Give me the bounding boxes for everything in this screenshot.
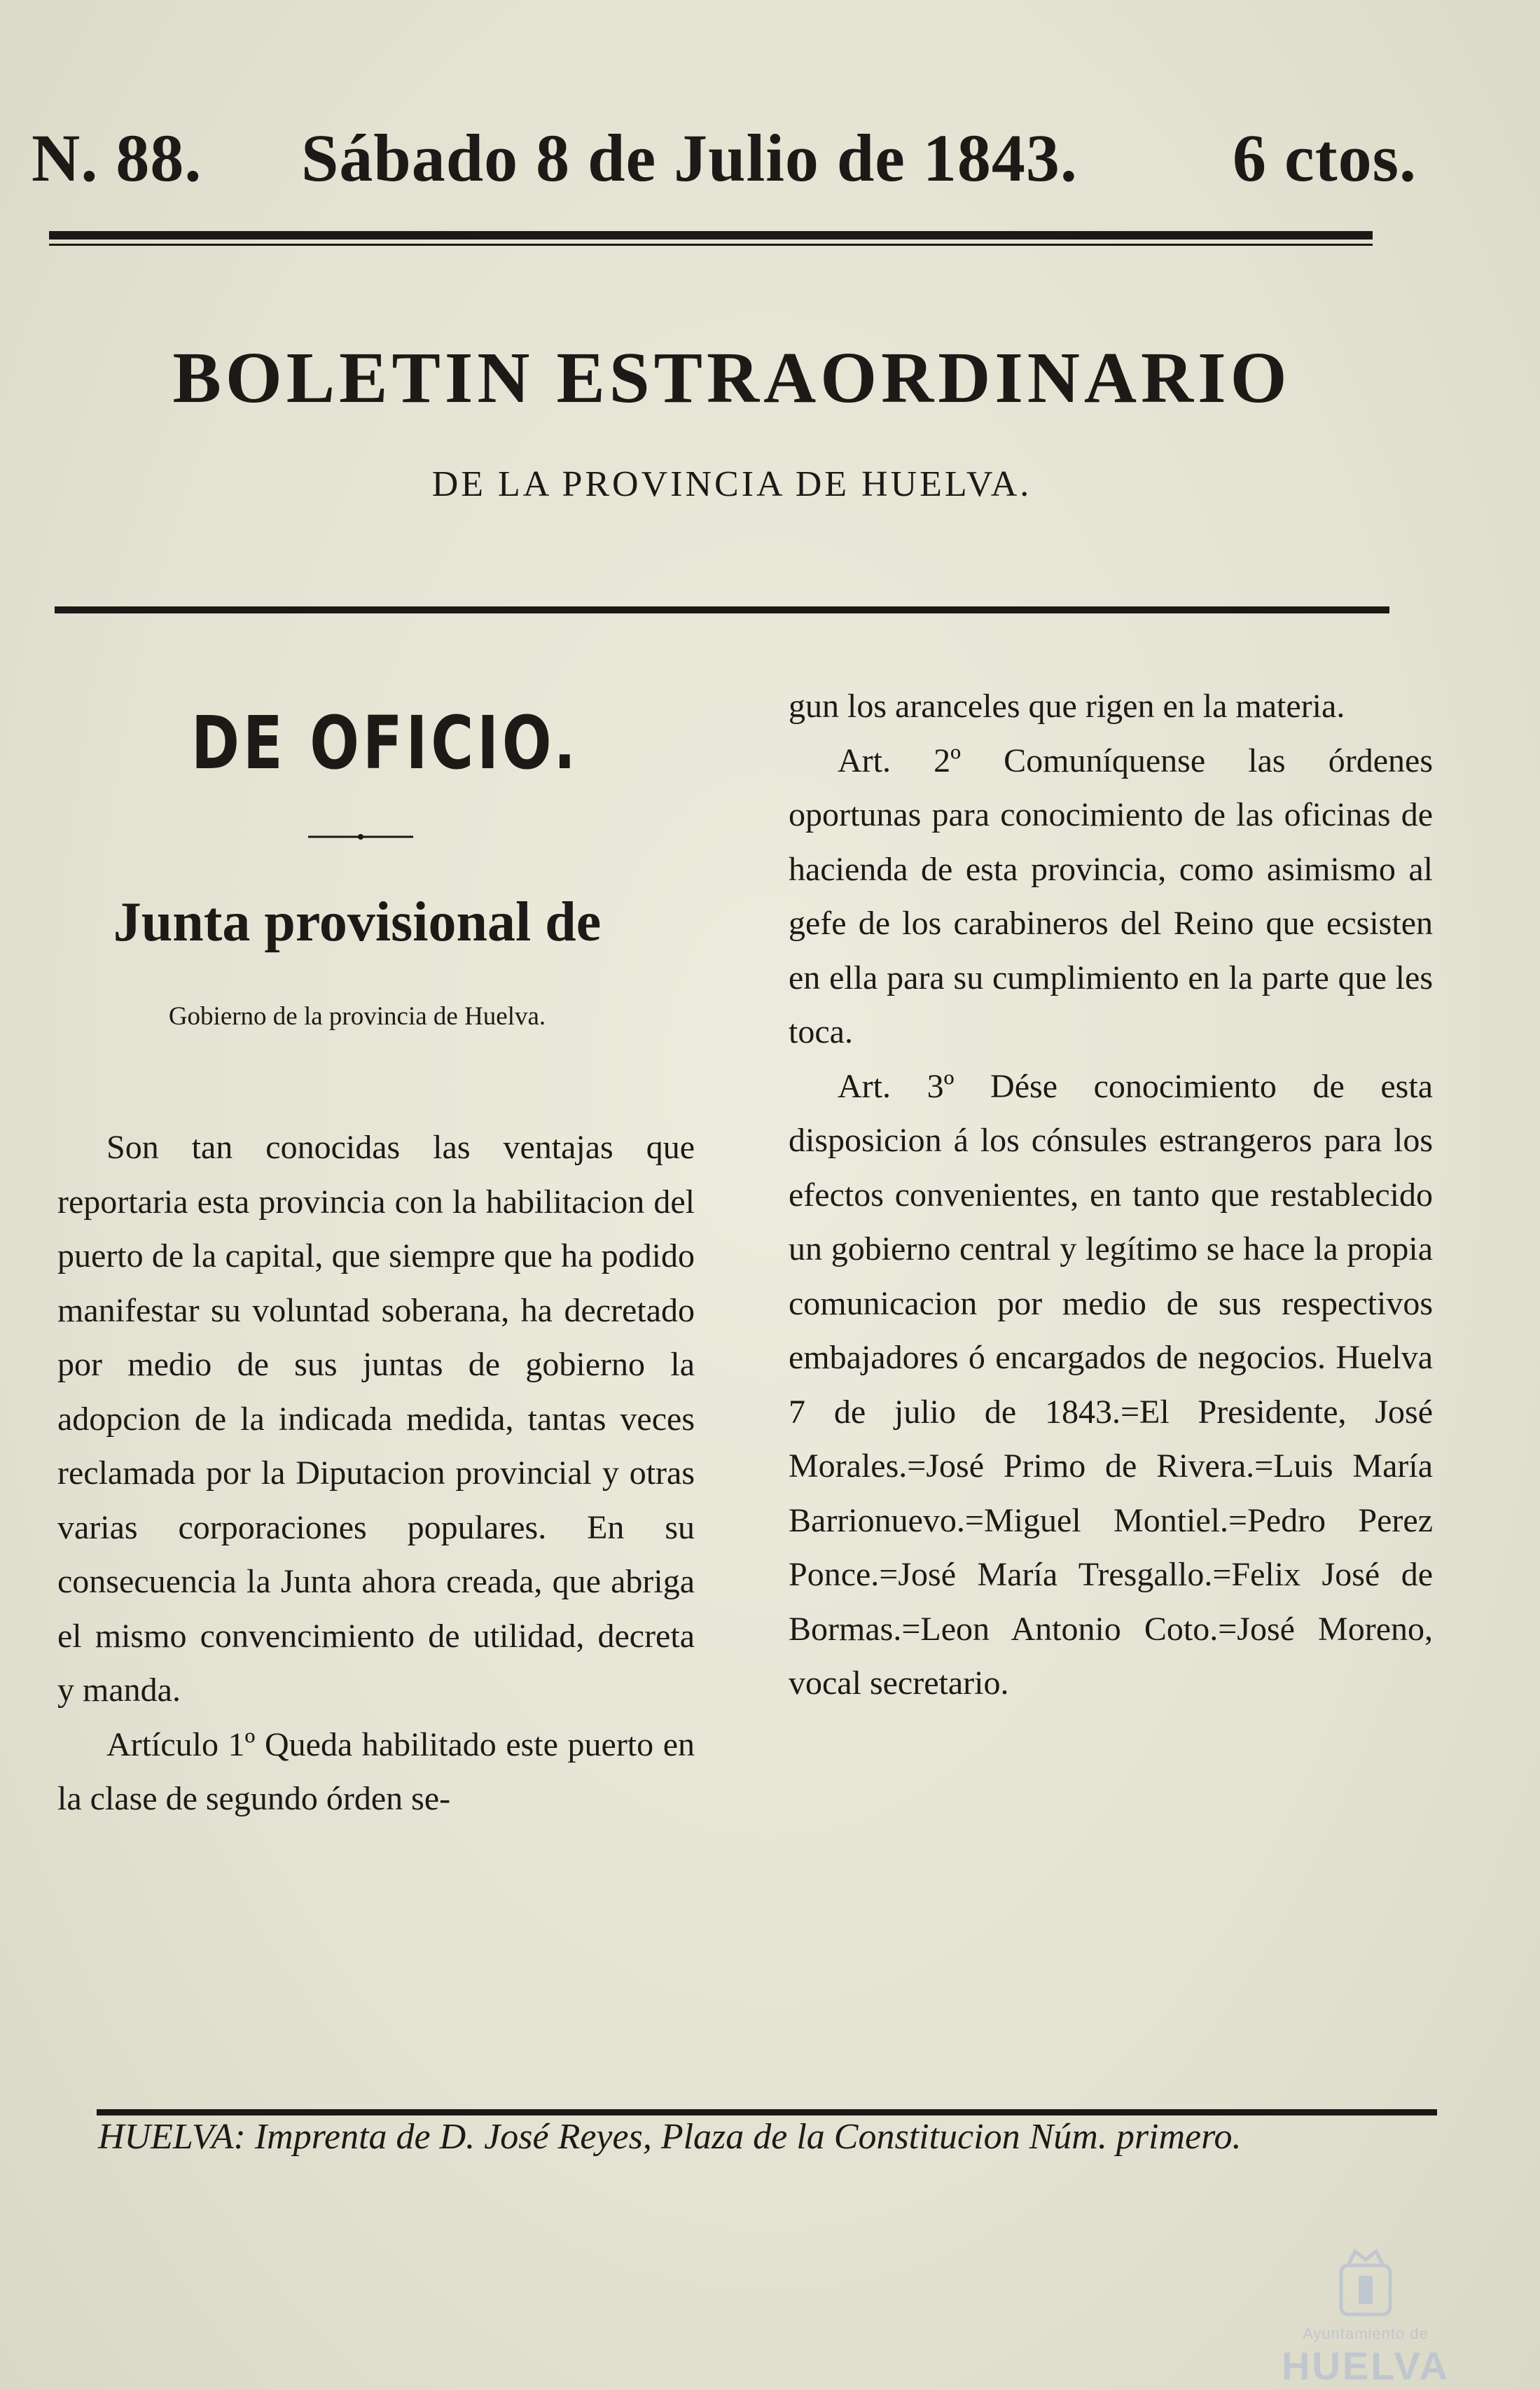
newspaper-title: BOLETIN ESTRAORDINARIO — [172, 338, 1291, 418]
issue-date: Sábado 8 de Julio de 1843. — [301, 120, 1078, 195]
masthead-rule — [49, 231, 1373, 239]
archive-watermark — [1247, 2244, 1485, 2389]
watermark-name: HUELVA — [1282, 2344, 1450, 2388]
paragraph: Art. 2º Comuníquense las órdenes oportunas para conocimiento de las oficinas de hacienda de esta provincia, como asimismo al gefe de los carabineros del Reino que ecsisten en ella para su cumplimiento en la parte que les toca. — [789, 742, 1433, 1050]
ornament-divider — [308, 833, 413, 840]
paragraph: Son tan conocidas las ventajas que reportaria esta provincia con la habilitacion del puerto de la capital, que siempre que ha podido manifestar su voluntad soberana, ha decretado por medio de sus juntas de gobierno la adopcion de la indicada medida, tantas veces reclamada por la Diputacion provincial y otras varias corporaciones populares. En su consecuencia la Junta ahora creada, que abriga el mismo convencimiento de utilidad, decreta y manda. — [57, 1129, 695, 1709]
right-column — [789, 679, 1433, 1711]
paragraph: Art. 3º Dése conocimiento de esta disposicion á los cónsules estrangeros para los efectos convenientes, en tanto que restablecido un gobierno central y legítimo se hace la propia comunicacion por medio de sus respectivos embajadores ó encargados de negocios. Huelva 7 de julio de 1843.=El Presidente, José Morales.=José Primo de Rivera.=Luis María Barrionuevo.=Miguel Montiel.=Pedro Perez Ponce.=José María Tresgallo.=Felix José de Bormas.=Leon Antonio Coto.=José Moreno, vocal secretario. — [789, 1067, 1433, 1702]
issue-number: N. 88. — [32, 120, 202, 195]
coat-of-arms-icon — [1327, 2244, 1404, 2321]
header-rule — [55, 606, 1389, 613]
left-column — [57, 1120, 695, 1826]
watermark-caption: Ayuntamiento de — [1303, 2325, 1429, 2342]
paragraph: Artículo 1º Queda habilitado este puerto en la clase de segundo órden se- — [57, 1725, 695, 1817]
section-heading: DE OFICIO. — [191, 700, 579, 786]
imprint-line: HUELVA: Imprenta de D. José Reyes, Plaza de la Constitucion Núm. primero. — [98, 2117, 1242, 2157]
junta-subheading: Gobierno de la provincia de Huelva. — [168, 1002, 546, 1031]
junta-heading: Junta provisional de — [113, 891, 602, 953]
newspaper-subtitle: DE LA PROVINCIA DE HUELVA. — [431, 464, 1032, 504]
footer-rule — [97, 2109, 1437, 2115]
masthead-rule-thin — [49, 244, 1373, 246]
issue-price: 6 ctos. — [1233, 120, 1417, 195]
paragraph: gun los aranceles que rigen en la materia. — [789, 688, 1345, 725]
